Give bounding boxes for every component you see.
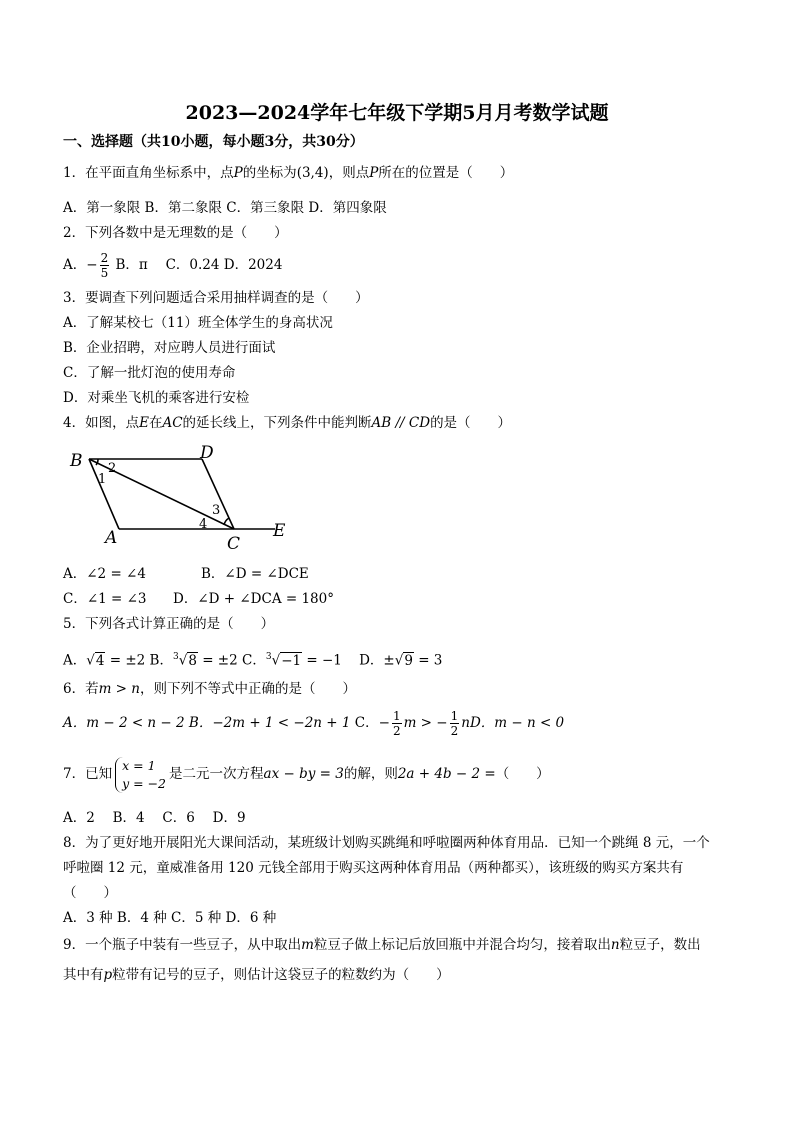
question-3-option-c: C．了解一批灯泡的使用寿命 — [63, 365, 236, 381]
label-B: B — [70, 451, 83, 471]
question-6-stem: 6．若m > n，则下列不等式中正确的是（ ） — [63, 681, 356, 697]
label-A: A — [105, 528, 118, 548]
question-3-option-b: B．企业招聘，对应聘人员进行面试 — [63, 340, 276, 356]
label-C: C — [227, 534, 241, 552]
question-4-options-row1: A．∠2 = ∠4 B．∠D = ∠DCE — [63, 566, 309, 582]
angle-label-4: 4 — [199, 517, 208, 532]
question-6-options: A．m − 2 < n − 2 B．−2m + 1 < −2n + 1 C．− $\frac{1}{2}$ m > − $\frac{1}{2}$ nD．m − n < 0 — [63, 709, 565, 738]
question-4-options-row2: C．∠1 = ∠3 D．∠D + ∠DCA = 180° — [63, 591, 334, 607]
question-7-stem: 7．已知 x = 1 y = −2 是二元一次方程ax − by = 3的解，则2a + 4b − 2 =（ ） — [63, 757, 550, 791]
question-3-stem: 3．要调查下列问题适合采用抽样调查的是（ ） — [63, 290, 369, 306]
question-1-stem: 1．在平面直角坐标系中，点P的坐标为(3,4)，则点P所在的位置是（ ） — [63, 165, 514, 181]
angle-arc-C — [224, 518, 229, 525]
question-7-options: A．2 B．4 C．6 D．9 — [63, 810, 246, 826]
question-5-stem: 5．下列各式计算正确的是（ ） — [63, 616, 275, 632]
question-3-option-a: A．了解某校七（11）班全体学生的身高状况 — [63, 315, 333, 331]
fraction: $\frac{2}{5}$ — [100, 251, 109, 280]
angle-label-2: 2 — [108, 461, 117, 476]
question-2-stem: 2．下列各数中是无理数的是（ ） — [63, 225, 288, 241]
question-1-options: A．第一象限 B．第二象限 C．第三象限 D．第四象限 — [63, 200, 387, 216]
question-4-stem: 4．如图，点E在AC的延长线上，下列条件中能判断AB // CD的是（ ） — [63, 415, 512, 431]
question-8-line-2: 呼啦圈 12 元，童威准备用 120 元钱全部用于购买这两种体育用品（两种都买），该班级的购买方案共有 — [63, 860, 684, 876]
question-5-options: A．√4 = ±2 B．$^3$√8 = ±2 C．$^3$√−1 = −1 D．±√9 = 3 — [63, 652, 443, 669]
angle-label-3: 3 — [212, 503, 221, 518]
question-8-options: A．3 种 B．4 种 C．5 种 D．6 种 — [63, 910, 277, 926]
question-2-options: A．− $\frac{2}{5}$ B．π C．0.24 D．2024 — [63, 251, 283, 280]
question-9-line-1: 9．一个瓶子中装有一些豆子，从中取出m粒豆子做上标记后放回瓶中并混合均匀，接着取出n粒豆子，数出 — [63, 937, 701, 953]
page-title: 2023—2024学年七年级下学期5月月考数学试题 — [185, 102, 609, 124]
label-D: D — [200, 444, 214, 463]
geometry-figure — [62, 444, 302, 552]
question-9-line-2: 其中有p粒带有记号的豆子，则估计这袋豆子的粒数约为（ ） — [63, 967, 450, 983]
question-8-line-1: 8．为了更好地开展阳光大课间活动，某班级计划购买跳绳和呼啦圈两种体育用品．已知一个跳绳 8 元，一个 — [63, 835, 710, 851]
section-heading: 一、选择题（共10小题，每小题3分，共30分） — [63, 134, 364, 150]
equation-system: x = 1 y = −2 — [115, 757, 166, 793]
label-E: E — [273, 521, 286, 541]
question-8-line-3: （ ） — [63, 885, 117, 901]
angle-label-1: 1 — [98, 472, 107, 487]
question-3-option-d: D．对乘坐飞机的乘客进行安检 — [63, 390, 250, 406]
